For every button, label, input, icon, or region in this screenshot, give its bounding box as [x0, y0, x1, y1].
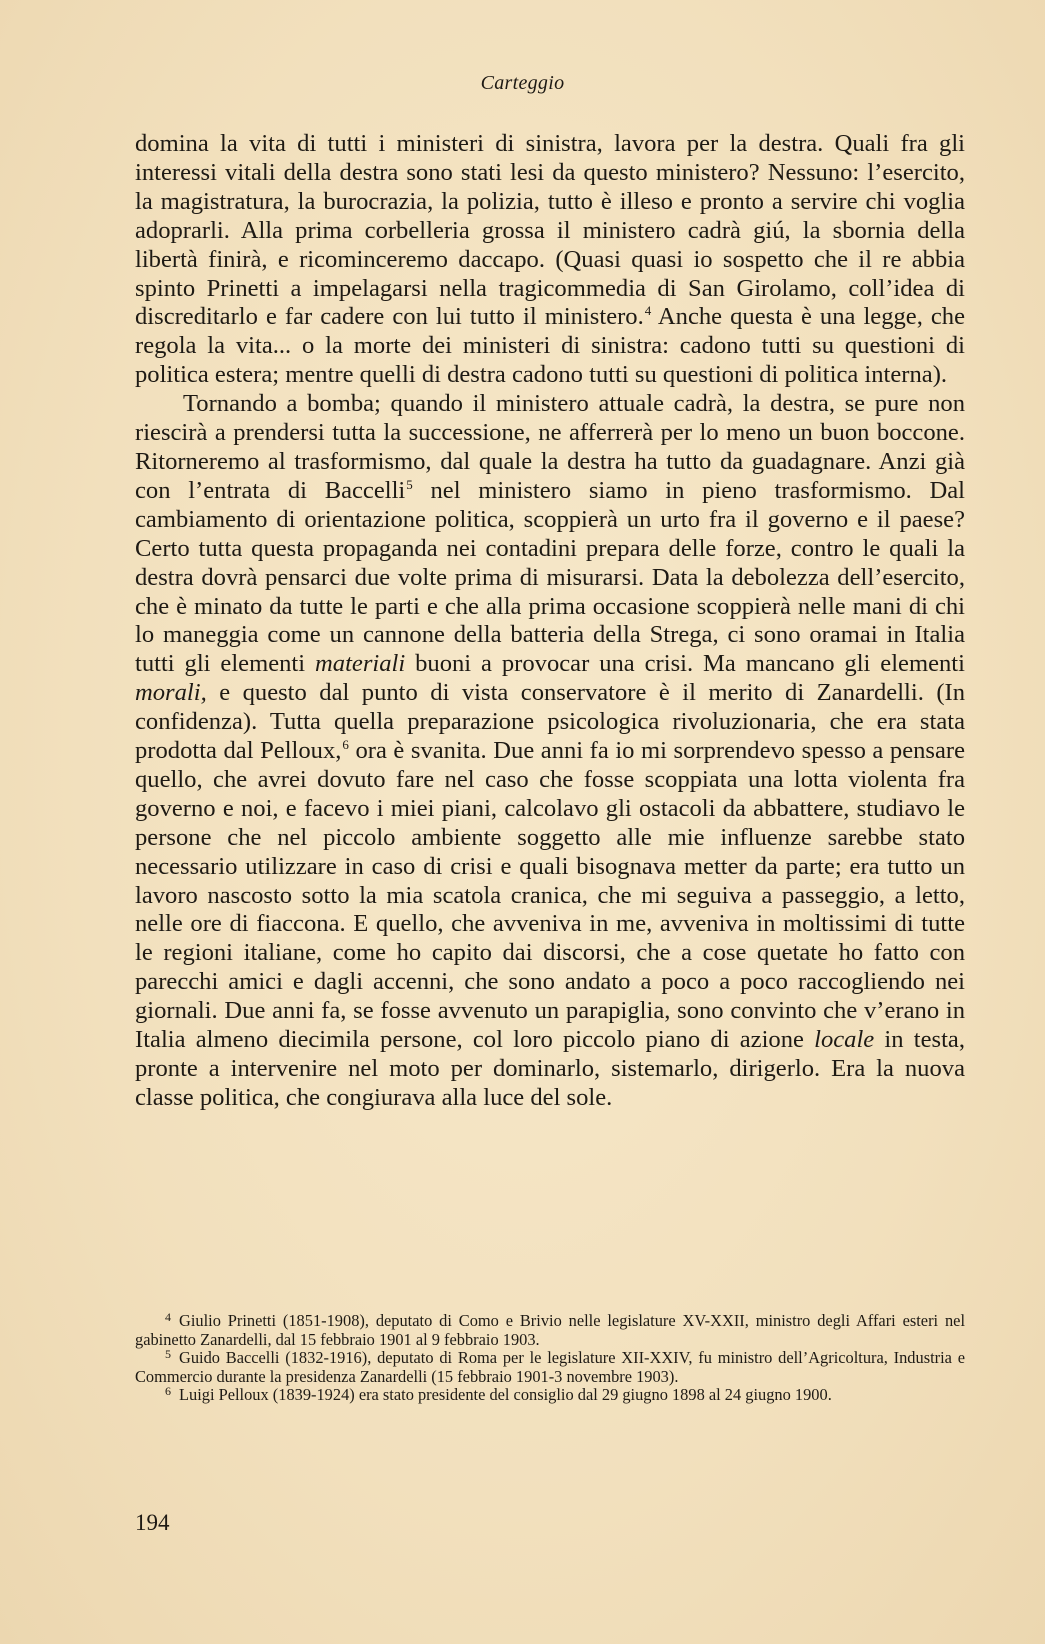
paragraph-2-part-1: Tornando a bomba; quando il ministero attuale cadrà, la destra, se pure non riescirà a prendersi tutta la successione, ne afferrerà per lo meno un buon boccone. Ritorneremo al trasformismo, dal quale la destra ha tutto da guadagnare. Anzi già con l’entrata di Baccelli [135, 390, 965, 504]
paragraph-2-part-3: buoni a provocar una crisi. Ma mancano gli elementi [405, 650, 965, 678]
paragraph-2-part-6: in testa, pronte a intervenire nel moto per dominarlo, sistemarlo, dirigerlo. Era la nuova classe politica, che congiurava alla luce del sole. [135, 1026, 965, 1111]
emphasis-morali: morali, [135, 679, 207, 707]
paragraph-2-part-4: e questo dal punto di vista conservatore è il merito di Zanardelli. (In confidenza). Tutta quella preparazione psicologica rivoluzionaria, che era stata prodotta dal Pelloux, [135, 679, 965, 765]
body-text [135, 130, 965, 1113]
paragraph-1-part-1: domina la vita di tutti i ministeri di sinistra, lavora per la destra. Quali fra gli interessi vitali della destra sono stati lesi da questo ministero? Nessuno: l’esercito, la magistratura, la burocrazia, la polizia, tutto è illeso e pronto a servire chi voglia adoprarli. Alla prima corbelleria grossa il ministero cadrà giú, la sbornia della libertà finirà, e ricominceremo daccapo. (Quasi quasi io sospetto che il re abbia spinto Prinetti a impelagarsi nella tragicommedia di San Girolamo, coll’idea di discreditarlo e far cadere con lui tutto il ministero. [135, 130, 965, 331]
footnote-6 [135, 1386, 965, 1405]
footnote-text: Guido Baccelli (1832-1916), deputato di Roma per le legislature XII-XXIV, fu ministro dell’Agricoltura, Industria e Commercio durante la presidenza Zanardelli (15 febbraio 1901-3 novembre 1903). [135, 1348, 965, 1386]
running-head: Carteggio [480, 72, 565, 94]
page-number: 194 [135, 1510, 170, 1535]
paragraph-1 [135, 130, 965, 390]
footnote-number: 6 [165, 1384, 171, 1398]
paragraph-2 [135, 390, 965, 1113]
paragraph-2-part-5: ora è svanita. Due anni fa io mi sorprendevo spesso a pensare quello, che avrei dovuto fare nel caso che fosse scoppiata una lotta violenta fra governo e noi, e facevo i miei piani, calcolavo gli ostacoli da abbattere, studiavo le persone che nel piccolo ambiente soggetto alle mie influenze sarebbe stato necessario utilizzare in caso di crisi e quali bisognava metter da parte; era tutto un lavoro nascosto sotto la mia scatola cranica, che mi seguiva a passeggio, a letto, nelle ore di fiaccona. E quello, che avveniva in me, avveniva in moltissimi di tutte le regioni italiane, come ho capito dai discorsi, che a cose quetate ho fatto con parecchi amici e dagli accenni, che sono andato a poco a poco raccogliendo nei giornali. Due anni fa, se fosse avvenuto un parapiglia, sono convinto che v’erano in Italia almeno diecimila persone, col loro piccolo piano di azione [135, 737, 965, 1054]
footnote-ref-5: 5 [406, 476, 413, 492]
footnote-number: 5 [165, 1347, 171, 1361]
footnote-ref-4: 4 [644, 303, 652, 319]
footnote-4 [135, 1312, 965, 1349]
emphasis-locale: locale [814, 1026, 875, 1054]
paragraph-1-part-2: Anche questa è una legge, che regola la vita... o la morte dei ministeri di sinistra: cadono tutti su questioni di politica estera; mentre quelli di destra cadono tutti su questioni di politica interna). [135, 303, 966, 389]
emphasis-materiali: materiali [315, 650, 406, 678]
paragraph-2-part-2: nel ministero siamo in pieno trasformismo. Dal cambiamento di orientazione politica, scoppierà un urto fra il governo e il paese? Certo tutta questa propaganda nei contadini prepara delle forze, contro le quali la destra dovrà pensarci due volte prima di misurarsi. Data la debolezza dell’esercito, che è minato da tutte le parti e che alla prima occasione scoppierà nelle mani di chi lo maneggia come un cannone della batteria della Strega, ci sono oramai in Italia tutti gli elementi [135, 476, 965, 678]
footnote-5 [135, 1349, 965, 1386]
footnote-number: 4 [165, 1310, 171, 1324]
footnote-text: Luigi Pelloux (1839-1924) era stato presidente del consiglio dal 29 giugno 1898 al 24 giugno 1900. [179, 1385, 832, 1404]
footnote-ref-6: 6 [342, 737, 349, 753]
footnote-text: Giulio Prinetti (1851-1908), deputato di Como e Brivio nelle legislature XV-XXII, ministro degli Affari esteri nel gabinetto Zanardelli, dal 15 febbraio 1901 al 9 febbraio 1903. [135, 1311, 965, 1349]
footnotes [135, 1312, 965, 1405]
